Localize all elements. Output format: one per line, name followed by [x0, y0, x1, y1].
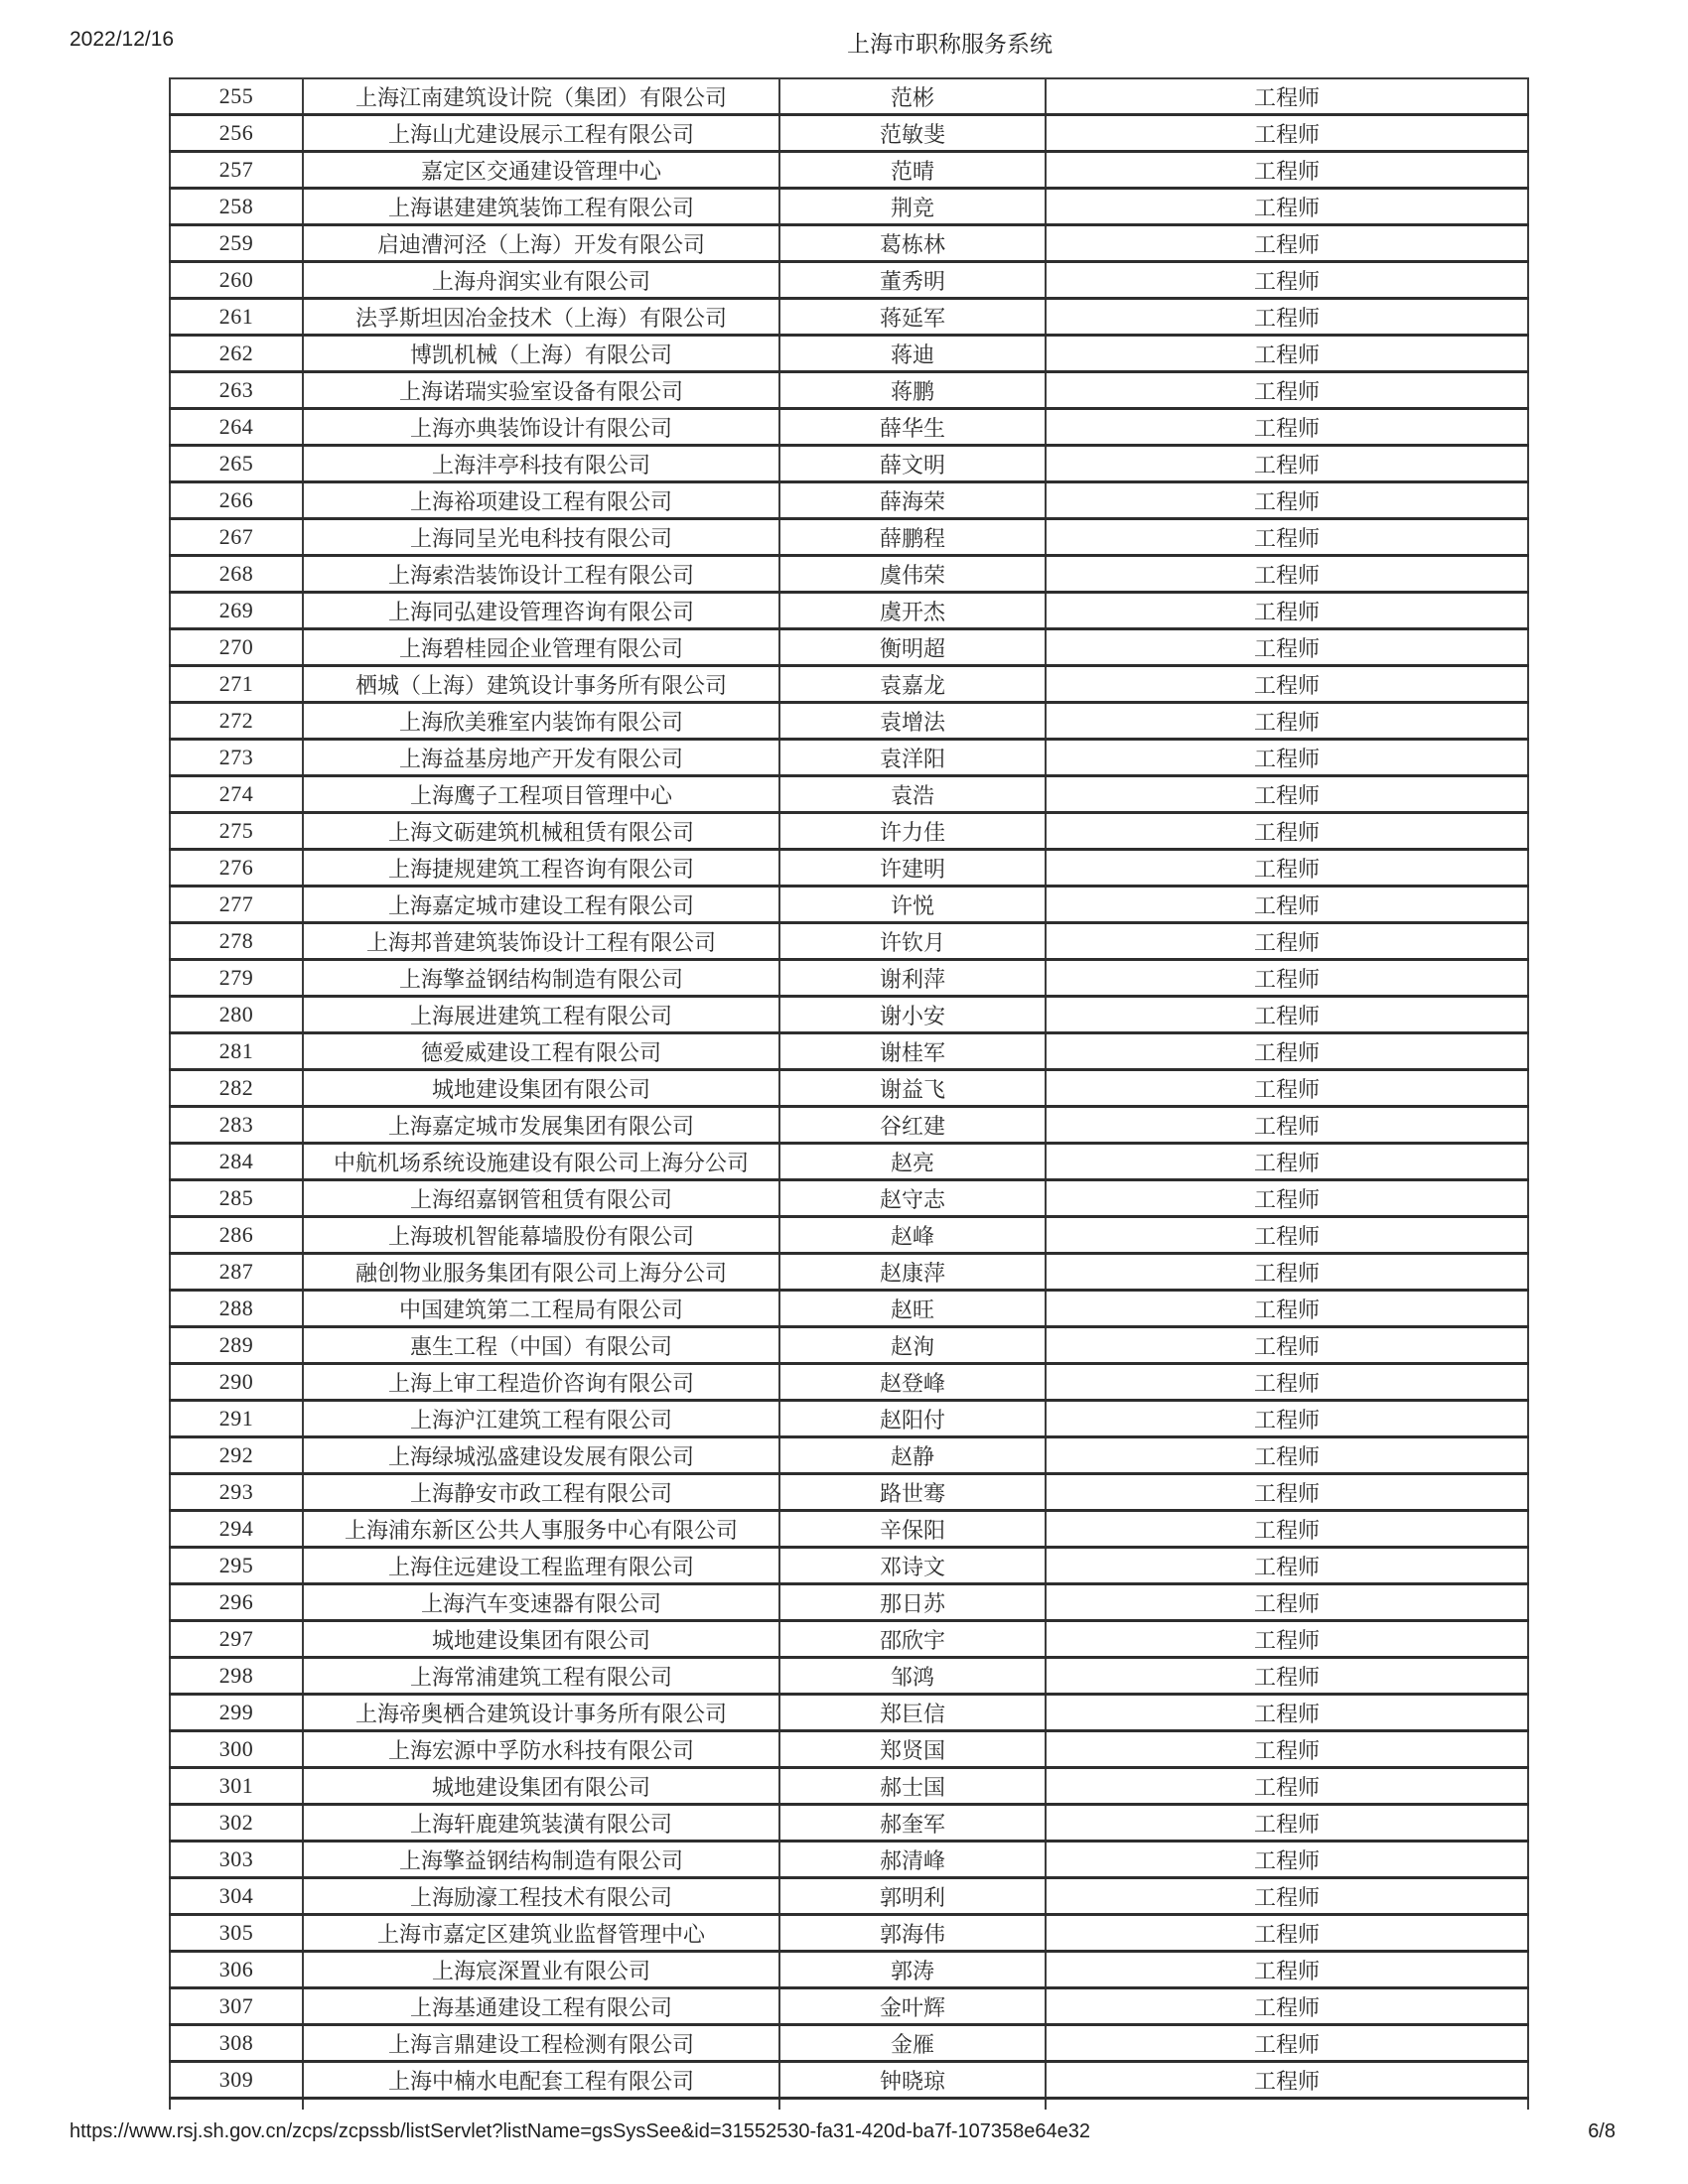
table-row: [170, 1144, 1528, 1180]
table-row: [170, 776, 1528, 813]
table-row: [170, 372, 1528, 409]
title-cell: 工程师: [1046, 1878, 1528, 1915]
company-cell: 上海励濠工程技术有限公司: [303, 1878, 779, 1915]
person-name-cell: 薛鹏程: [779, 519, 1046, 556]
row-number-cell: 284: [170, 1144, 303, 1180]
company-cell: 上海江南建筑设计院（集团）有限公司: [303, 78, 779, 115]
row-number-cell: 299: [170, 1695, 303, 1731]
title-cell: 工程师: [1046, 1474, 1528, 1511]
title-cell: 工程师: [1046, 740, 1528, 776]
title-cell: 工程师: [1046, 1988, 1528, 2025]
company-cell: [303, 2099, 779, 2111]
table-row: [170, 189, 1528, 225]
title-cell: 工程师: [1046, 482, 1528, 519]
person-name-cell: 谢利萍: [779, 960, 1046, 997]
title-cell: 工程师: [1046, 336, 1528, 372]
title-cell: 工程师: [1046, 1401, 1528, 1437]
table-row: [170, 299, 1528, 336]
title-cell: 工程师: [1046, 666, 1528, 703]
table-row: [170, 1548, 1528, 1584]
person-name-cell: 袁浩: [779, 776, 1046, 813]
row-number-cell: 297: [170, 1621, 303, 1658]
company-cell: 上海嘉定城市建设工程有限公司: [303, 887, 779, 923]
person-name-cell: 路世骞: [779, 1474, 1046, 1511]
person-name-cell: 蒋延军: [779, 299, 1046, 336]
company-cell: 上海碧桂园企业管理有限公司: [303, 629, 779, 666]
title-cell: 工程师: [1046, 1144, 1528, 1180]
company-cell: 上海常浦建筑工程有限公司: [303, 1658, 779, 1695]
title-cell: 工程师: [1046, 703, 1528, 740]
table-row: [170, 813, 1528, 850]
person-name-cell: 荆竞: [779, 189, 1046, 225]
person-name-cell: 薛华生: [779, 409, 1046, 446]
table-row: [170, 1254, 1528, 1291]
table-row: [170, 703, 1528, 740]
company-cell: 启迪漕河泾（上海）开发有限公司: [303, 225, 779, 262]
table-row: [170, 740, 1528, 776]
company-cell: 上海舟润实业有限公司: [303, 262, 779, 299]
company-cell: 上海文砺建筑机械租赁有限公司: [303, 813, 779, 850]
table-row: [170, 1401, 1528, 1437]
table-row: [170, 666, 1528, 703]
title-cell: 工程师: [1046, 1033, 1528, 1070]
table-row: [170, 1731, 1528, 1768]
table-row: [170, 1364, 1528, 1401]
row-number-cell: 274: [170, 776, 303, 813]
company-cell: 上海浦东新区公共人事服务中心有限公司: [303, 1511, 779, 1548]
company-cell: 融创物业服务集团有限公司上海分公司: [303, 1254, 779, 1291]
row-number-cell: 275: [170, 813, 303, 850]
company-cell: 上海玻机智能幕墙股份有限公司: [303, 1217, 779, 1254]
company-cell: 上海同呈光电科技有限公司: [303, 519, 779, 556]
company-cell: 上海同弘建设管理咨询有限公司: [303, 593, 779, 629]
company-cell: 城地建设集团有限公司: [303, 1621, 779, 1658]
person-name-cell: [779, 2099, 1046, 2111]
person-name-cell: 那日苏: [779, 1584, 1046, 1621]
row-number-cell: 269: [170, 593, 303, 629]
company-cell: 博凯机械（上海）有限公司: [303, 336, 779, 372]
person-name-cell: 钟晓琼: [779, 2062, 1046, 2099]
title-cell: 工程师: [1046, 1584, 1528, 1621]
table-row: [170, 336, 1528, 372]
title-cell: 工程师: [1046, 1805, 1528, 1842]
company-cell: 上海言鼎建设工程检测有限公司: [303, 2025, 779, 2062]
row-number-cell: 295: [170, 1548, 303, 1584]
table-row: [170, 2025, 1528, 2062]
person-name-cell: 郝奎军: [779, 1805, 1046, 1842]
table-row: [170, 2062, 1528, 2099]
person-name-cell: 郭涛: [779, 1952, 1046, 1988]
table-row: [170, 1988, 1528, 2025]
table-row: [170, 1695, 1528, 1731]
table-row: [170, 1511, 1528, 1548]
company-cell: 栖城（上海）建筑设计事务所有限公司: [303, 666, 779, 703]
company-cell: 城地建设集团有限公司: [303, 1070, 779, 1107]
title-cell: 工程师: [1046, 2025, 1528, 2062]
person-name-cell: 袁洋阳: [779, 740, 1046, 776]
person-name-cell: 金雁: [779, 2025, 1046, 2062]
row-number-cell: 308: [170, 2025, 303, 2062]
company-cell: 上海绿城泓盛建设发展有限公司: [303, 1437, 779, 1474]
person-name-cell: 赵登峰: [779, 1364, 1046, 1401]
company-cell: 上海邦普建筑装饰设计工程有限公司: [303, 923, 779, 960]
company-cell: 上海亦典装饰设计有限公司: [303, 409, 779, 446]
table-row: [170, 556, 1528, 593]
table-row: [170, 115, 1528, 152]
row-number-cell: 296: [170, 1584, 303, 1621]
row-number-cell: 298: [170, 1658, 303, 1695]
person-name-cell: 郭海伟: [779, 1915, 1046, 1952]
company-cell: 上海欣美雅室内装饰有限公司: [303, 703, 779, 740]
table-row: [170, 262, 1528, 299]
partial-cutoff-row: [170, 2099, 1528, 2111]
title-cell: 工程师: [1046, 997, 1528, 1033]
table-row: [170, 1180, 1528, 1217]
company-cell: 上海沣亭科技有限公司: [303, 446, 779, 482]
row-number-cell: 286: [170, 1217, 303, 1254]
print-header-title: 上海市职称服务系统: [847, 31, 1053, 57]
row-number-cell: 303: [170, 1842, 303, 1878]
person-name-cell: 赵洵: [779, 1327, 1046, 1364]
table-row: [170, 1474, 1528, 1511]
table-row: [170, 446, 1528, 482]
company-cell: 上海沪江建筑工程有限公司: [303, 1401, 779, 1437]
print-header-date: 2022/12/16: [70, 28, 175, 51]
person-name-cell: 邵欣宇: [779, 1621, 1046, 1658]
title-cell: 工程师: [1046, 1952, 1528, 1988]
person-name-cell: 郭明利: [779, 1878, 1046, 1915]
row-number-cell: 271: [170, 666, 303, 703]
company-cell: 上海诺瑞实验室设备有限公司: [303, 372, 779, 409]
company-cell: 上海捷规建筑工程咨询有限公司: [303, 850, 779, 887]
title-cell: 工程师: [1046, 1070, 1528, 1107]
company-cell: 上海上审工程造价咨询有限公司: [303, 1364, 779, 1401]
title-cell: 工程师: [1046, 1217, 1528, 1254]
title-cell: 工程师: [1046, 593, 1528, 629]
person-name-cell: 金叶辉: [779, 1988, 1046, 2025]
table-row: [170, 1621, 1528, 1658]
row-number-cell: 261: [170, 299, 303, 336]
company-cell: 惠生工程（中国）有限公司: [303, 1327, 779, 1364]
print-footer-url: https://www.rsj.sh.gov.cn/zcps/zcpssb/listServlet?listName=gsSysSee&id=31552530-fa31-420d-ba7f-107358e64e32: [70, 2120, 1090, 2142]
company-cell: 中航机场系统设施建设有限公司上海分公司: [303, 1144, 779, 1180]
title-cell: 工程师: [1046, 409, 1528, 446]
person-name-cell: 虞伟荣: [779, 556, 1046, 593]
company-cell: 上海市嘉定区建筑业监督管理中心: [303, 1915, 779, 1952]
title-cell: 工程师: [1046, 887, 1528, 923]
table-row: [170, 1070, 1528, 1107]
table-row: [170, 1878, 1528, 1915]
company-cell: 上海山尤建设展示工程有限公司: [303, 115, 779, 152]
row-number-cell: [170, 2099, 303, 2111]
person-name-cell: 赵阳付: [779, 1401, 1046, 1437]
person-name-cell: 许建明: [779, 850, 1046, 887]
row-number-cell: 288: [170, 1291, 303, 1327]
person-name-cell: 谢益飞: [779, 1070, 1046, 1107]
person-name-cell: 袁嘉龙: [779, 666, 1046, 703]
title-cell: 工程师: [1046, 372, 1528, 409]
company-cell: 上海住远建设工程监理有限公司: [303, 1548, 779, 1584]
table-row: [170, 593, 1528, 629]
records-table-body: [170, 78, 1528, 2110]
title-cell: 工程师: [1046, 850, 1528, 887]
company-cell: 上海擎益钢结构制造有限公司: [303, 1842, 779, 1878]
table-row: [170, 997, 1528, 1033]
title-cell: 工程师: [1046, 1364, 1528, 1401]
company-cell: 法孚斯坦因冶金技术（上海）有限公司: [303, 299, 779, 336]
company-cell: 城地建设集团有限公司: [303, 1768, 779, 1805]
person-name-cell: 赵旺: [779, 1291, 1046, 1327]
row-number-cell: 285: [170, 1180, 303, 1217]
title-cell: 工程师: [1046, 1511, 1528, 1548]
row-number-cell: 306: [170, 1952, 303, 1988]
row-number-cell: 283: [170, 1107, 303, 1144]
row-number-cell: 277: [170, 887, 303, 923]
company-cell: 上海擎益钢结构制造有限公司: [303, 960, 779, 997]
title-cell: 工程师: [1046, 813, 1528, 850]
row-number-cell: 292: [170, 1437, 303, 1474]
person-name-cell: 范敏斐: [779, 115, 1046, 152]
table-row: [170, 1915, 1528, 1952]
table-row: [170, 629, 1528, 666]
person-name-cell: 辛保阳: [779, 1511, 1046, 1548]
title-cell: 工程师: [1046, 446, 1528, 482]
company-cell: 上海谌建建筑装饰工程有限公司: [303, 189, 779, 225]
table-row: [170, 1107, 1528, 1144]
title-cell: 工程师: [1046, 776, 1528, 813]
title-cell: 工程师: [1046, 1695, 1528, 1731]
row-number-cell: 268: [170, 556, 303, 593]
table-row: [170, 1584, 1528, 1621]
row-number-cell: 267: [170, 519, 303, 556]
row-number-cell: 270: [170, 629, 303, 666]
print-footer-page-number: 6/8: [1588, 2120, 1616, 2142]
person-name-cell: 范彬: [779, 78, 1046, 115]
company-cell: 上海汽车变速器有限公司: [303, 1584, 779, 1621]
title-cell: 工程师: [1046, 1327, 1528, 1364]
table-row: [170, 1952, 1528, 1988]
table-row: [170, 887, 1528, 923]
company-cell: 上海中楠水电配套工程有限公司: [303, 2062, 779, 2099]
title-cell: 工程师: [1046, 225, 1528, 262]
table-row: [170, 1327, 1528, 1364]
row-number-cell: 259: [170, 225, 303, 262]
person-name-cell: 谷红建: [779, 1107, 1046, 1144]
person-name-cell: 谢小安: [779, 997, 1046, 1033]
table-row: [170, 1291, 1528, 1327]
title-cell: 工程师: [1046, 262, 1528, 299]
company-cell: 嘉定区交通建设管理中心: [303, 152, 779, 189]
person-name-cell: 郑巨信: [779, 1695, 1046, 1731]
row-number-cell: 276: [170, 850, 303, 887]
row-number-cell: 294: [170, 1511, 303, 1548]
row-number-cell: 260: [170, 262, 303, 299]
row-number-cell: 304: [170, 1878, 303, 1915]
title-cell: 工程师: [1046, 1254, 1528, 1291]
title-cell: 工程师: [1046, 1658, 1528, 1695]
row-number-cell: 273: [170, 740, 303, 776]
title-cell: 工程师: [1046, 1731, 1528, 1768]
row-number-cell: 258: [170, 189, 303, 225]
person-name-cell: 范晴: [779, 152, 1046, 189]
row-number-cell: 291: [170, 1401, 303, 1437]
table-row: [170, 482, 1528, 519]
row-number-cell: 300: [170, 1731, 303, 1768]
title-cell: 工程师: [1046, 115, 1528, 152]
person-name-cell: 蒋迪: [779, 336, 1046, 372]
title-cell: 工程师: [1046, 960, 1528, 997]
company-cell: 上海索浩装饰设计工程有限公司: [303, 556, 779, 593]
row-number-cell: 255: [170, 78, 303, 115]
row-number-cell: 302: [170, 1805, 303, 1842]
person-name-cell: 邹鸿: [779, 1658, 1046, 1695]
title-cell: [1046, 2099, 1528, 2111]
title-records-table: [169, 77, 1529, 2110]
table-row: [170, 225, 1528, 262]
table-row: [170, 1658, 1528, 1695]
table-row: [170, 1842, 1528, 1878]
title-cell: 工程师: [1046, 1180, 1528, 1217]
row-number-cell: 279: [170, 960, 303, 997]
company-cell: 上海宸深置业有限公司: [303, 1952, 779, 1988]
row-number-cell: 282: [170, 1070, 303, 1107]
company-cell: 上海裕项建设工程有限公司: [303, 482, 779, 519]
person-name-cell: 薛海荣: [779, 482, 1046, 519]
table-row: [170, 1437, 1528, 1474]
company-cell: 上海嘉定城市发展集团有限公司: [303, 1107, 779, 1144]
person-name-cell: 薛文明: [779, 446, 1046, 482]
title-cell: 工程师: [1046, 1768, 1528, 1805]
person-name-cell: 许力佳: [779, 813, 1046, 850]
title-cell: 工程师: [1046, 1107, 1528, 1144]
row-number-cell: 264: [170, 409, 303, 446]
row-number-cell: 289: [170, 1327, 303, 1364]
row-number-cell: 281: [170, 1033, 303, 1070]
person-name-cell: 袁增法: [779, 703, 1046, 740]
row-number-cell: 266: [170, 482, 303, 519]
row-number-cell: 287: [170, 1254, 303, 1291]
table-row: [170, 923, 1528, 960]
title-cell: 工程师: [1046, 1915, 1528, 1952]
person-name-cell: 许悦: [779, 887, 1046, 923]
table-row: [170, 1033, 1528, 1070]
table-row: [170, 519, 1528, 556]
title-cell: 工程师: [1046, 1437, 1528, 1474]
person-name-cell: 邓诗文: [779, 1548, 1046, 1584]
title-cell: 工程师: [1046, 2062, 1528, 2099]
person-name-cell: 许钦月: [779, 923, 1046, 960]
row-number-cell: 290: [170, 1364, 303, 1401]
table-row: [170, 1217, 1528, 1254]
company-cell: 上海绍嘉钢管租赁有限公司: [303, 1180, 779, 1217]
company-cell: 上海展进建筑工程有限公司: [303, 997, 779, 1033]
person-name-cell: 虞开杰: [779, 593, 1046, 629]
row-number-cell: 309: [170, 2062, 303, 2099]
title-cell: 工程师: [1046, 629, 1528, 666]
person-name-cell: 蒋鹏: [779, 372, 1046, 409]
table-row: [170, 960, 1528, 997]
company-cell: 上海静安市政工程有限公司: [303, 1474, 779, 1511]
company-cell: 上海宏源中孚防水科技有限公司: [303, 1731, 779, 1768]
row-number-cell: 257: [170, 152, 303, 189]
title-cell: 工程师: [1046, 78, 1528, 115]
row-number-cell: 280: [170, 997, 303, 1033]
title-cell: 工程师: [1046, 189, 1528, 225]
person-name-cell: 赵康萍: [779, 1254, 1046, 1291]
title-cell: 工程师: [1046, 923, 1528, 960]
table-row: [170, 152, 1528, 189]
title-cell: 工程师: [1046, 1842, 1528, 1878]
row-number-cell: 262: [170, 336, 303, 372]
company-cell: 上海益基房地产开发有限公司: [303, 740, 779, 776]
person-name-cell: 董秀明: [779, 262, 1046, 299]
row-number-cell: 263: [170, 372, 303, 409]
row-number-cell: 272: [170, 703, 303, 740]
title-cell: 工程师: [1046, 519, 1528, 556]
company-cell: 中国建筑第二工程局有限公司: [303, 1291, 779, 1327]
title-cell: 工程师: [1046, 1621, 1528, 1658]
table-row: [170, 850, 1528, 887]
person-name-cell: 葛栋林: [779, 225, 1046, 262]
table-row: [170, 409, 1528, 446]
person-name-cell: 衡明超: [779, 629, 1046, 666]
person-name-cell: 赵峰: [779, 1217, 1046, 1254]
row-number-cell: 265: [170, 446, 303, 482]
title-cell: 工程师: [1046, 299, 1528, 336]
title-cell: 工程师: [1046, 1291, 1528, 1327]
company-cell: 上海帝奥栖合建筑设计事务所有限公司: [303, 1695, 779, 1731]
person-name-cell: 赵静: [779, 1437, 1046, 1474]
title-cell: 工程师: [1046, 556, 1528, 593]
person-name-cell: 谢桂军: [779, 1033, 1046, 1070]
person-name-cell: 郝清峰: [779, 1842, 1046, 1878]
company-cell: 上海基通建设工程有限公司: [303, 1988, 779, 2025]
company-cell: 上海鹰子工程项目管理中心: [303, 776, 779, 813]
company-cell: 上海轩鹿建筑装潢有限公司: [303, 1805, 779, 1842]
table-row: [170, 78, 1528, 115]
row-number-cell: 256: [170, 115, 303, 152]
row-number-cell: 293: [170, 1474, 303, 1511]
table-row: [170, 1805, 1528, 1842]
row-number-cell: 301: [170, 1768, 303, 1805]
row-number-cell: 307: [170, 1988, 303, 2025]
person-name-cell: 郑贤国: [779, 1731, 1046, 1768]
title-cell: 工程师: [1046, 1548, 1528, 1584]
person-name-cell: 赵亮: [779, 1144, 1046, 1180]
row-number-cell: 305: [170, 1915, 303, 1952]
person-name-cell: 郝士国: [779, 1768, 1046, 1805]
title-cell: 工程师: [1046, 152, 1528, 189]
company-cell: 德爱威建设工程有限公司: [303, 1033, 779, 1070]
person-name-cell: 赵守志: [779, 1180, 1046, 1217]
row-number-cell: 278: [170, 923, 303, 960]
table-row: [170, 1768, 1528, 1805]
